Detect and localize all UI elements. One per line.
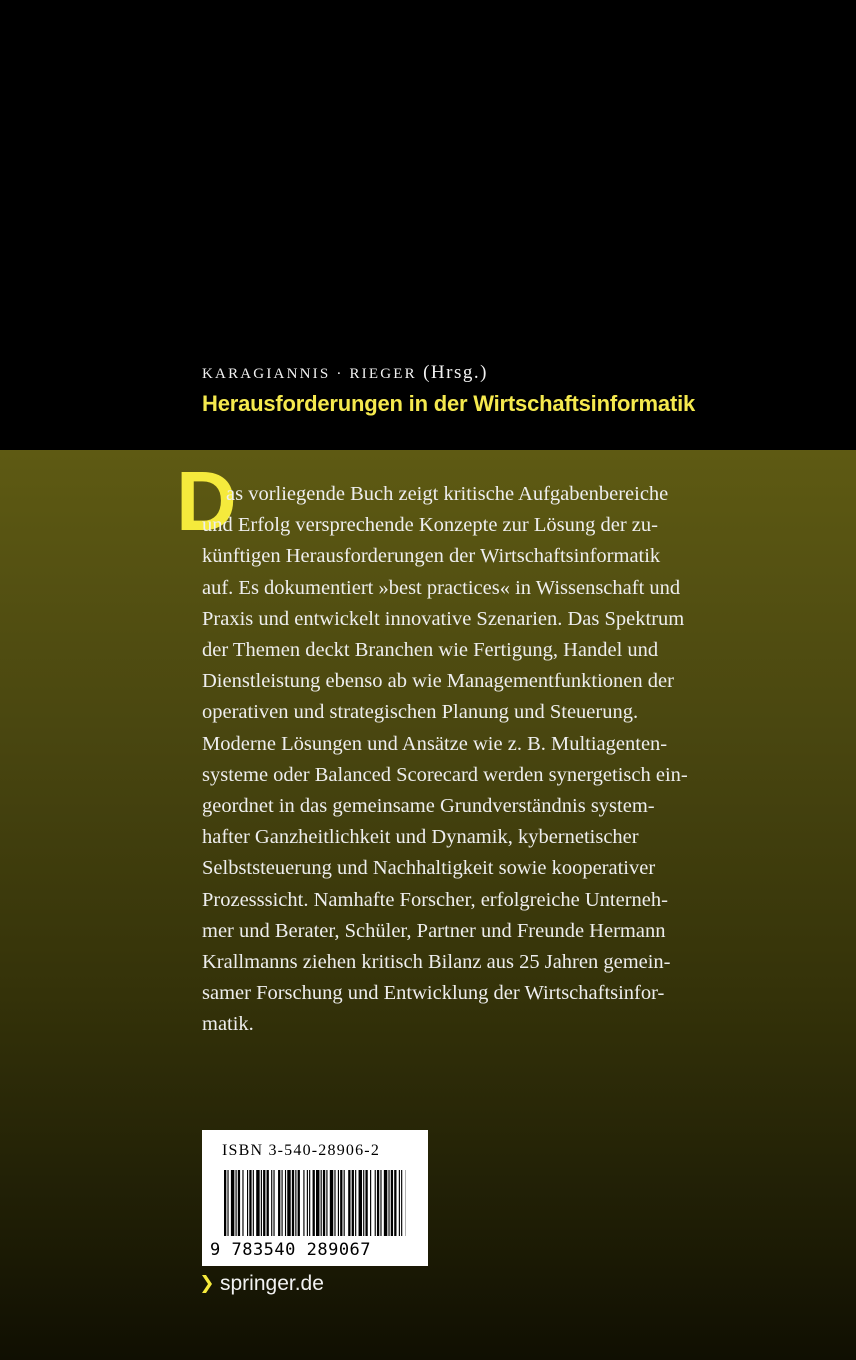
blurb-line: Praxis und entwickelt innovative Szenarien. Das Spektrum [202, 607, 685, 630]
blurb-line: samer Forschung und Entwicklung der Wirtschaftsinfor- [202, 982, 665, 1005]
blurb-line: künftigen Herausforderungen der Wirtschaftsinformatik [202, 545, 661, 568]
blurb-line: Dienstleistung ebenso ab wie Managementfunktionen der [202, 670, 674, 693]
authors [202, 362, 488, 384]
editors-suffix: (Hrsg.) [423, 362, 488, 383]
blurb-line: matik. [202, 1013, 254, 1036]
blurb-line: systeme oder Balanced Scorecard werden synergetisch ein- [202, 763, 688, 786]
blurb-line: Moderne Lösungen und Ansätze wie z. B. Multiagenten- [202, 732, 668, 755]
blurb-line: geordnet in das gemeinsame Grundverständnis system- [202, 795, 655, 817]
barcode-digits: 9 783540 289067 [210, 1240, 372, 1260]
blurb-line: der Themen deckt Branchen wie Fertigung, Handel und [202, 639, 659, 661]
book-title: Herausforderungen in der Wirtschaftsinformatik [202, 391, 696, 416]
blurb-line: hafter Ganzheitlichkeit und Dynamik, kybernetischer [202, 826, 639, 849]
blurb-line: as vorliegende Buch zeigt kritische Aufgabenbereiche [226, 483, 669, 505]
isbn-label: ISBN 3-540-28906-2 [222, 1142, 381, 1159]
blurb-line: auf. Es dokumentiert »best practices« in Wissenschaft und [202, 576, 681, 599]
publisher-text: springer.de [220, 1272, 324, 1295]
isbn-barcode [202, 1130, 428, 1266]
blurb-line: operativen und strategischen Planung und Steuerung. [202, 701, 639, 724]
blurb-line: Krallmanns ziehen kritisch Bilanz aus 25 Jahren gemein- [202, 951, 671, 973]
blurb-line: Selbststeuerung und Nachhaltigkeit sowie kooperativer [202, 857, 656, 880]
barcode-bars [224, 1170, 406, 1236]
blurb-line: mer und Berater, Schüler, Partner und Freunde Hermann [202, 919, 666, 942]
chevron-right-icon [202, 1275, 212, 1293]
publisher-link[interactable] [202, 1272, 324, 1296]
author-names: KARAGIANNIS · RIEGER [202, 366, 417, 382]
drop-cap: D [176, 454, 237, 548]
blurb-line: Prozesssicht. Namhafte Forscher, erfolgreiche Unterneh- [202, 888, 668, 911]
blurb-line: und Erfolg versprechende Konzepte zur Lösung der zu- [202, 514, 658, 537]
